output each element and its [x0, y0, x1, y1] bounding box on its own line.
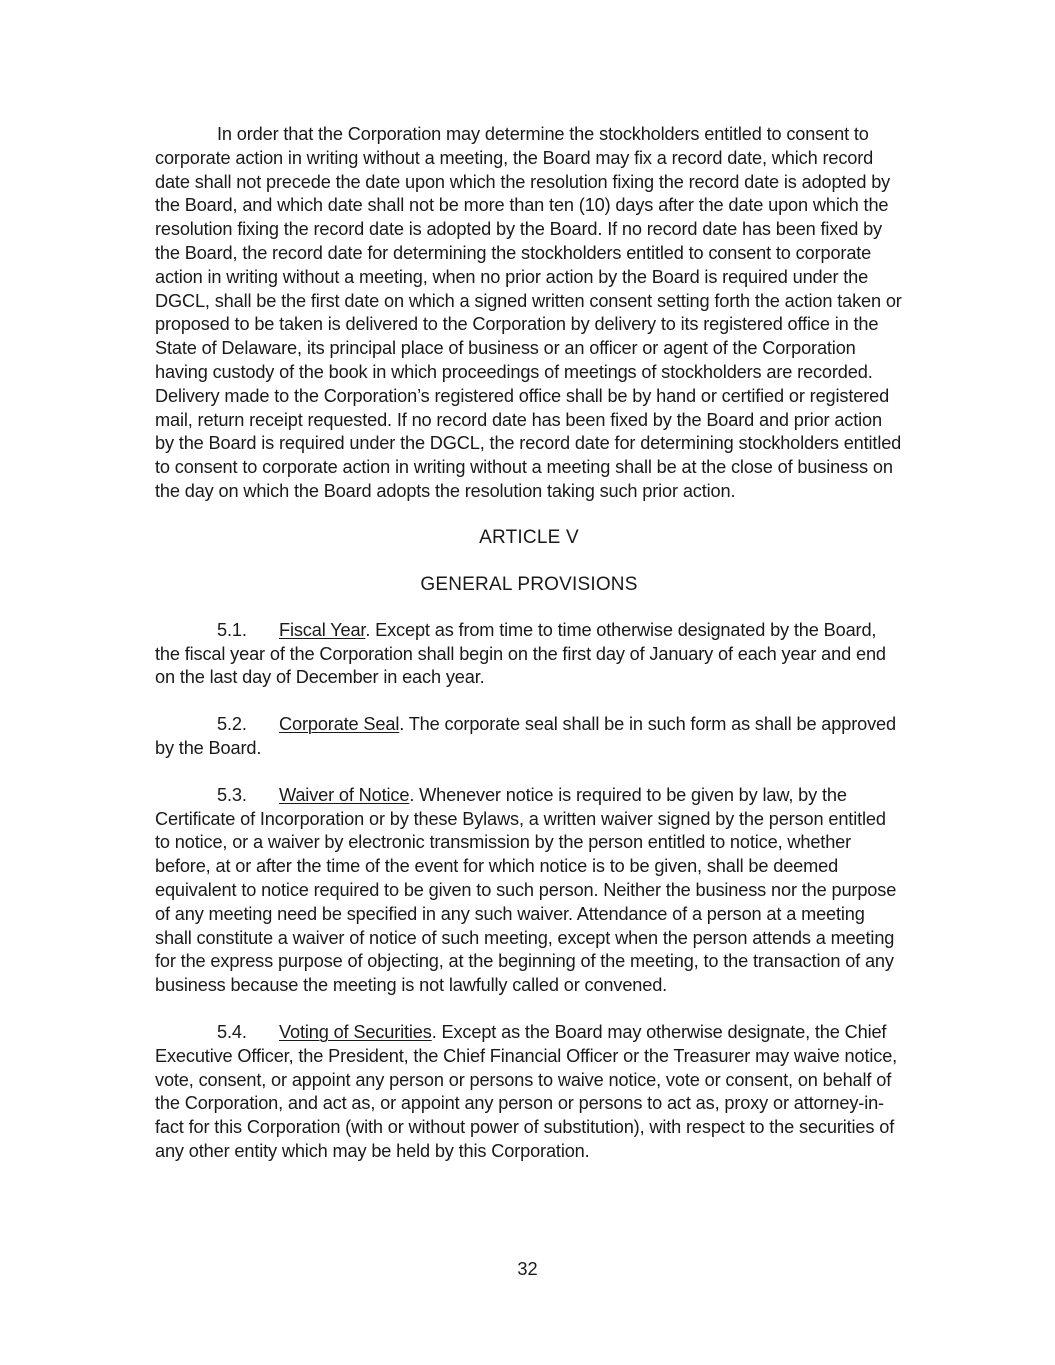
section-number: 5.3.	[217, 784, 247, 805]
section-title: Fiscal Year	[279, 619, 366, 640]
section-5-1	[155, 619, 903, 690]
intro-paragraph: In order that the Corporation may determine the stockholders entitled to consent to corporate action in writing without a meeting, the Board may fix a record date, which record date shall not precede the date upon which the resolution fixing the record date is adopted by the Board, and which date shall not be more than ten (10) days after the date upon which the resolution fixing the record date is adopted by the Board. If no record date has been fixed by the Board, the record date for determining the stockholders entitled to consent to corporate action in writing without a meeting, when no prior action by the Board is required under the DGCL, shall be the first date on which a signed written consent setting forth the action taken or proposed to be taken is delivered to the Corporation by delivery to its registered office in the State of Delaware, its principal place of business or an officer or agent of the Corporation having custody of the book in which proceedings of meetings of stockholders are recorded. Delivery made to the Corporation’s registered office shall be by hand or certified or registered mail, return receipt requested. If no record date has been fixed by the Board and prior action by the Board is required under the DGCL, the record date for determining stockholders entitled to consent to corporate action in writing without a meeting shall be at the close of business on the day on which the Board adopts the resolution taking such prior action.	[155, 124, 902, 501]
section-title: Waiver of Notice	[279, 784, 410, 805]
section-5-2	[155, 713, 903, 761]
section-title: Corporate Seal	[279, 714, 400, 735]
section-5-3	[155, 784, 903, 998]
document-page	[155, 123, 903, 1164]
section-body: . Except as from time to time otherwise designated by the Board, the fiscal year of the Corporation shall begin on the first day of January of each year and end on the last day of December in each year.	[155, 619, 886, 688]
section-body: . Except as the Board may otherwise designate, the Chief Executive Officer, the President, the Chief Financial Officer or the Treasurer may waive notice, vote, consent, or appoint any person or persons to waive notice, vote or consent, on behalf of the Corporation, and act as, or appoint any person or persons to act as, proxy or attorney-in-fact for this Corporation (with or without power of substitution), with respect to the securities of any other entity which may be held by this Corporation.	[155, 1021, 898, 1161]
section-body: . Whenever notice is required to be given by law, by the Certificate of Incorporation or by these Bylaws, a written waiver signed by the person entitled to notice, or a waiver by electronic transmission by the person entitled to notice, whether before, at or after the time of the event for which notice is to be given, shall be deemed equivalent to notice required to be given to such person. Neither the business nor the purpose of any meeting need be specified in any such waiver. Attendance of a person at a meeting shall constitute a waiver of notice of such meeting, except when the person attends a meeting for the express purpose of objecting, at the beginning of the meeting, to the transaction of any business because the meeting is not lawfully called or convened.	[155, 784, 897, 996]
section-number: 5.4.	[217, 1021, 247, 1042]
section-5-4	[155, 1021, 903, 1164]
section-body: . The corporate seal shall be in such form as shall be approved by the Board.	[155, 714, 896, 758]
article-title: ARTICLE V	[479, 526, 579, 548]
section-title: Voting of Securities	[279, 1021, 432, 1042]
page-number: 32	[517, 1259, 538, 1279]
article-subtitle: GENERAL PROVISIONS	[420, 573, 638, 595]
section-number: 5.2.	[217, 714, 247, 735]
section-number: 5.1.	[217, 619, 247, 640]
